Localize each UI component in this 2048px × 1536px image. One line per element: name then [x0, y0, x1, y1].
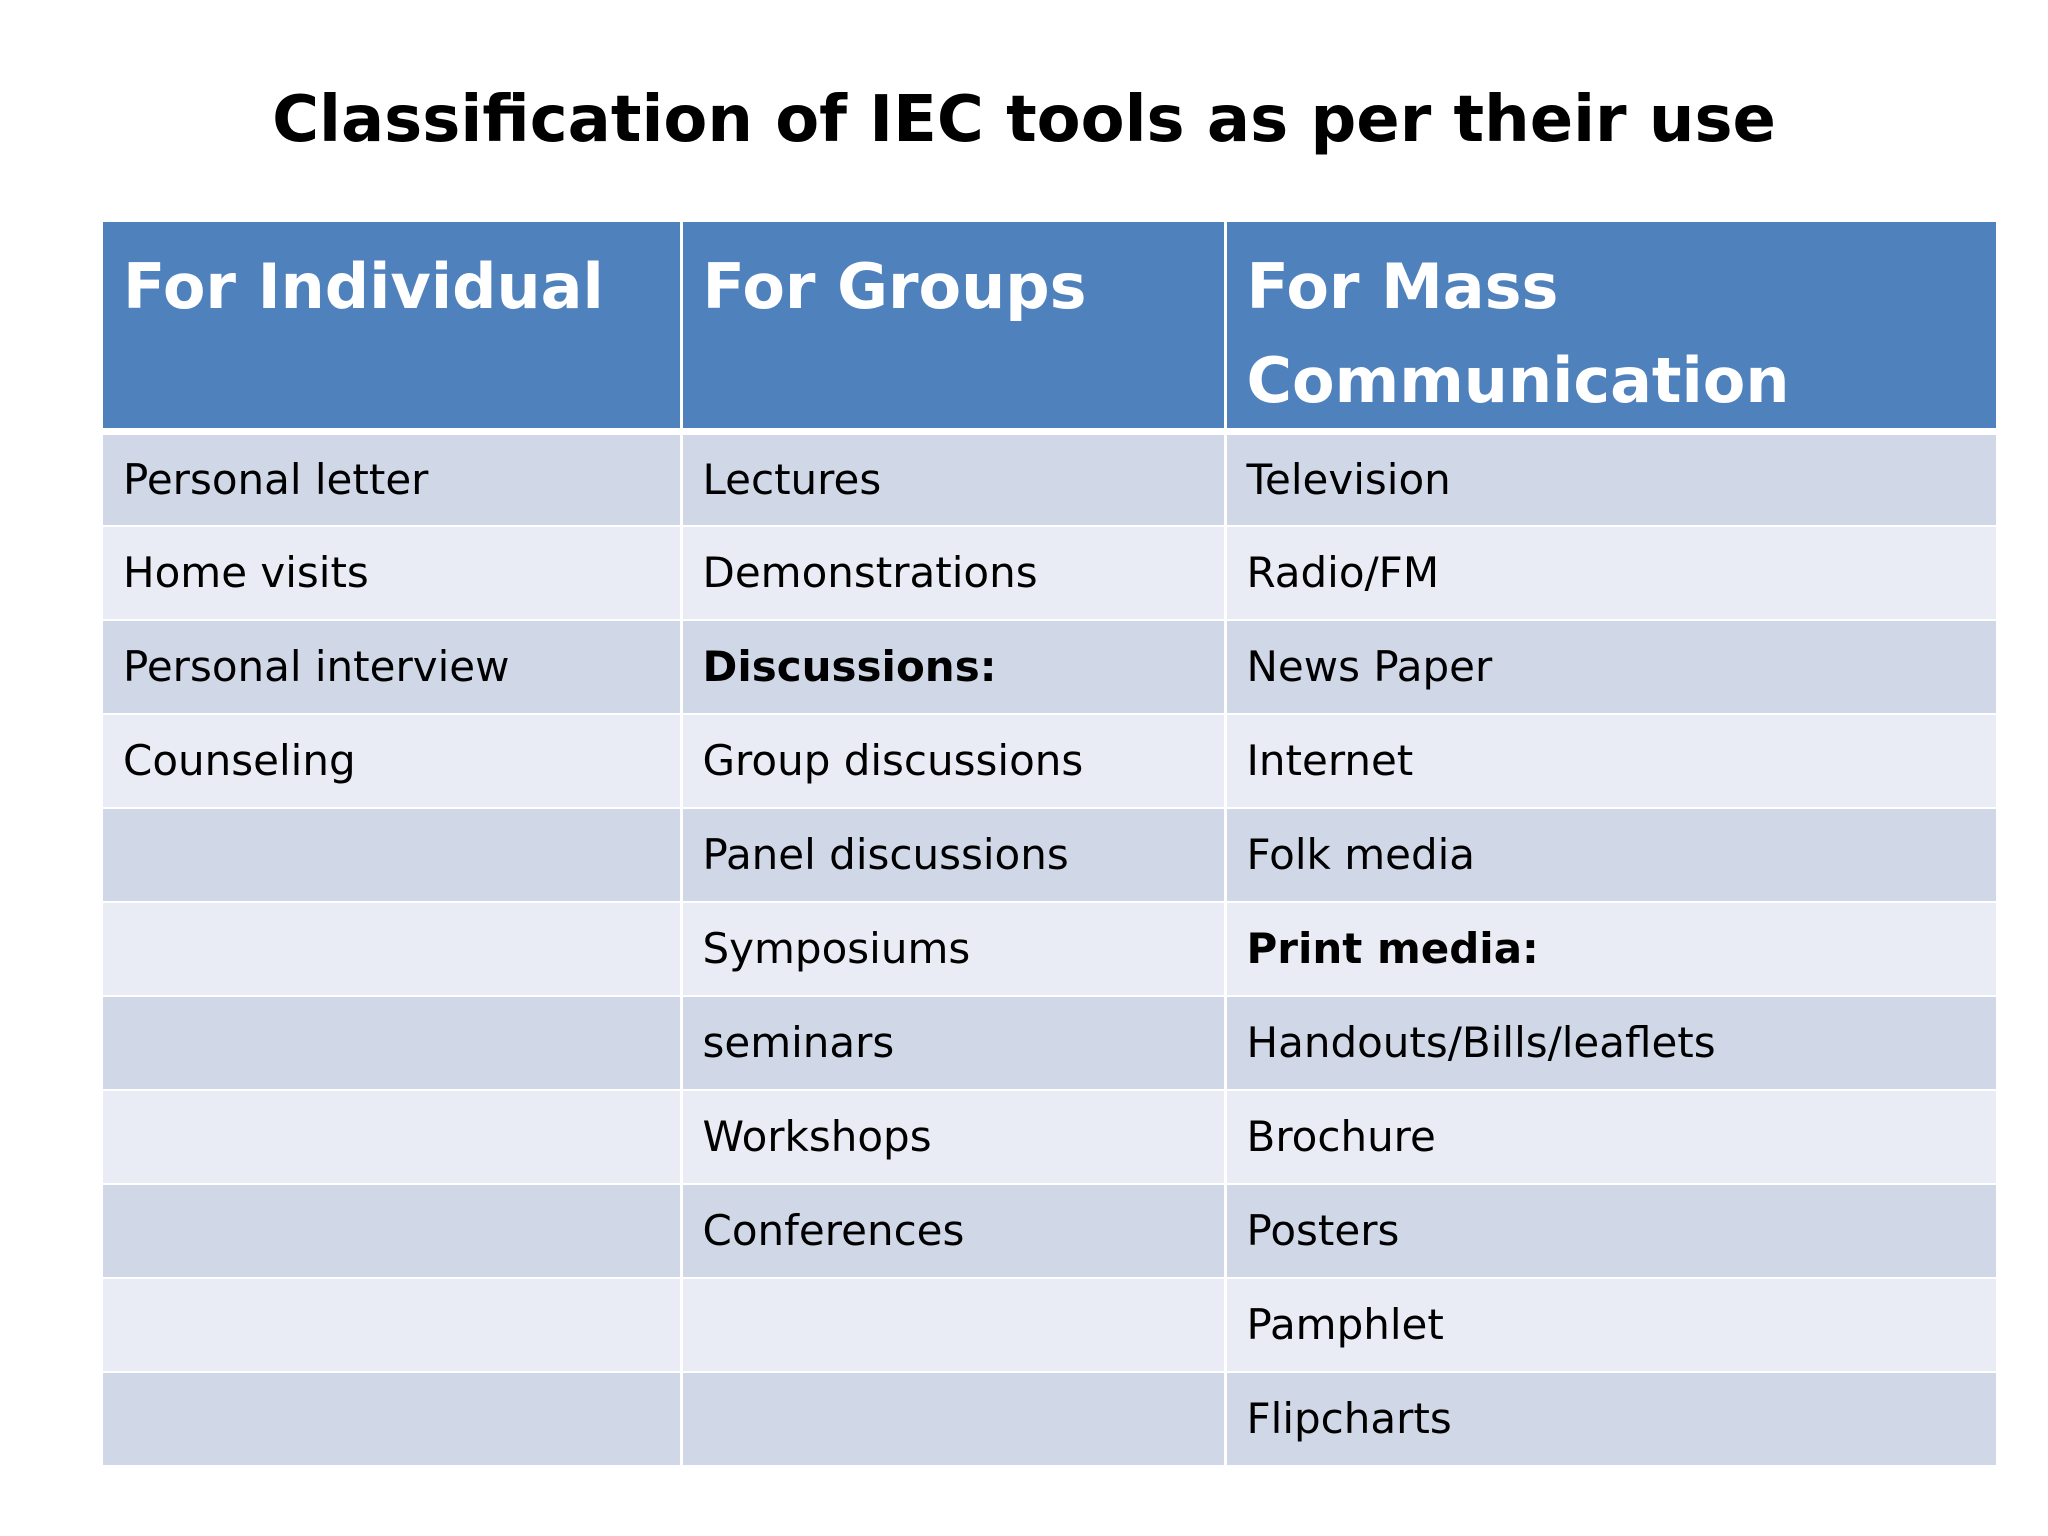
mass-communication-cell: Brochure: [1225, 1090, 1996, 1184]
table-row: [103, 1372, 1996, 1466]
individual-cell: [103, 1090, 681, 1184]
table-body: [103, 432, 1996, 1466]
individual-cell: [103, 996, 681, 1090]
individual-cell: Home visits: [103, 526, 681, 620]
table-row: [103, 1278, 1996, 1372]
table-row: [103, 996, 1996, 1090]
groups-cell: Discussions:: [681, 620, 1225, 714]
individual-cell: Counseling: [103, 714, 681, 808]
groups-cell: Conferences: [681, 1184, 1225, 1278]
individual-cell: [103, 902, 681, 996]
table-row: [103, 526, 1996, 620]
mass-communication-cell: Pamphlet: [1225, 1278, 1996, 1372]
individual-cell: [103, 1278, 681, 1372]
table-row: [103, 1090, 1996, 1184]
table-row: [103, 714, 1996, 808]
individual-cell: [103, 1184, 681, 1278]
groups-cell: seminars: [681, 996, 1225, 1090]
table-row: [103, 620, 1996, 714]
individual-cell: Personal interview: [103, 620, 681, 714]
header-for-mass-communication: For Mass Communication: [1225, 222, 1996, 432]
individual-cell: [103, 1372, 681, 1466]
mass-communication-cell: Television: [1225, 432, 1996, 526]
groups-cell: Demonstrations: [681, 526, 1225, 620]
groups-cell: Group discussions: [681, 714, 1225, 808]
header-for-individual: For Individual: [103, 222, 681, 432]
mass-communication-cell: News Paper: [1225, 620, 1996, 714]
groups-cell: [681, 1372, 1225, 1466]
table-row: [103, 432, 1996, 526]
mass-communication-cell: Flipcharts: [1225, 1372, 1996, 1466]
mass-communication-cell: Handouts/Bills/leaflets: [1225, 996, 1996, 1090]
individual-cell: Personal letter: [103, 432, 681, 526]
groups-cell: Symposiums: [681, 902, 1225, 996]
slide-title: Classification of IEC tools as per their use: [272, 83, 1776, 157]
mass-communication-cell: Posters: [1225, 1184, 1996, 1278]
groups-cell: Panel discussions: [681, 808, 1225, 902]
mass-communication-cell: Print media:: [1225, 902, 1996, 996]
groups-cell: Workshops: [681, 1090, 1225, 1184]
groups-cell: [681, 1278, 1225, 1372]
mass-communication-cell: Folk media: [1225, 808, 1996, 902]
groups-cell: Lectures: [681, 432, 1225, 526]
iec-classification-table: [103, 222, 1996, 1467]
individual-cell: [103, 808, 681, 902]
header-for-groups: For Groups: [681, 222, 1225, 432]
header-row: [103, 222, 1996, 432]
mass-communication-cell: Radio/FM: [1225, 526, 1996, 620]
mass-communication-cell: Internet: [1225, 714, 1996, 808]
table-row: [103, 808, 1996, 902]
table-row: [103, 902, 1996, 996]
table-row: [103, 1184, 1996, 1278]
